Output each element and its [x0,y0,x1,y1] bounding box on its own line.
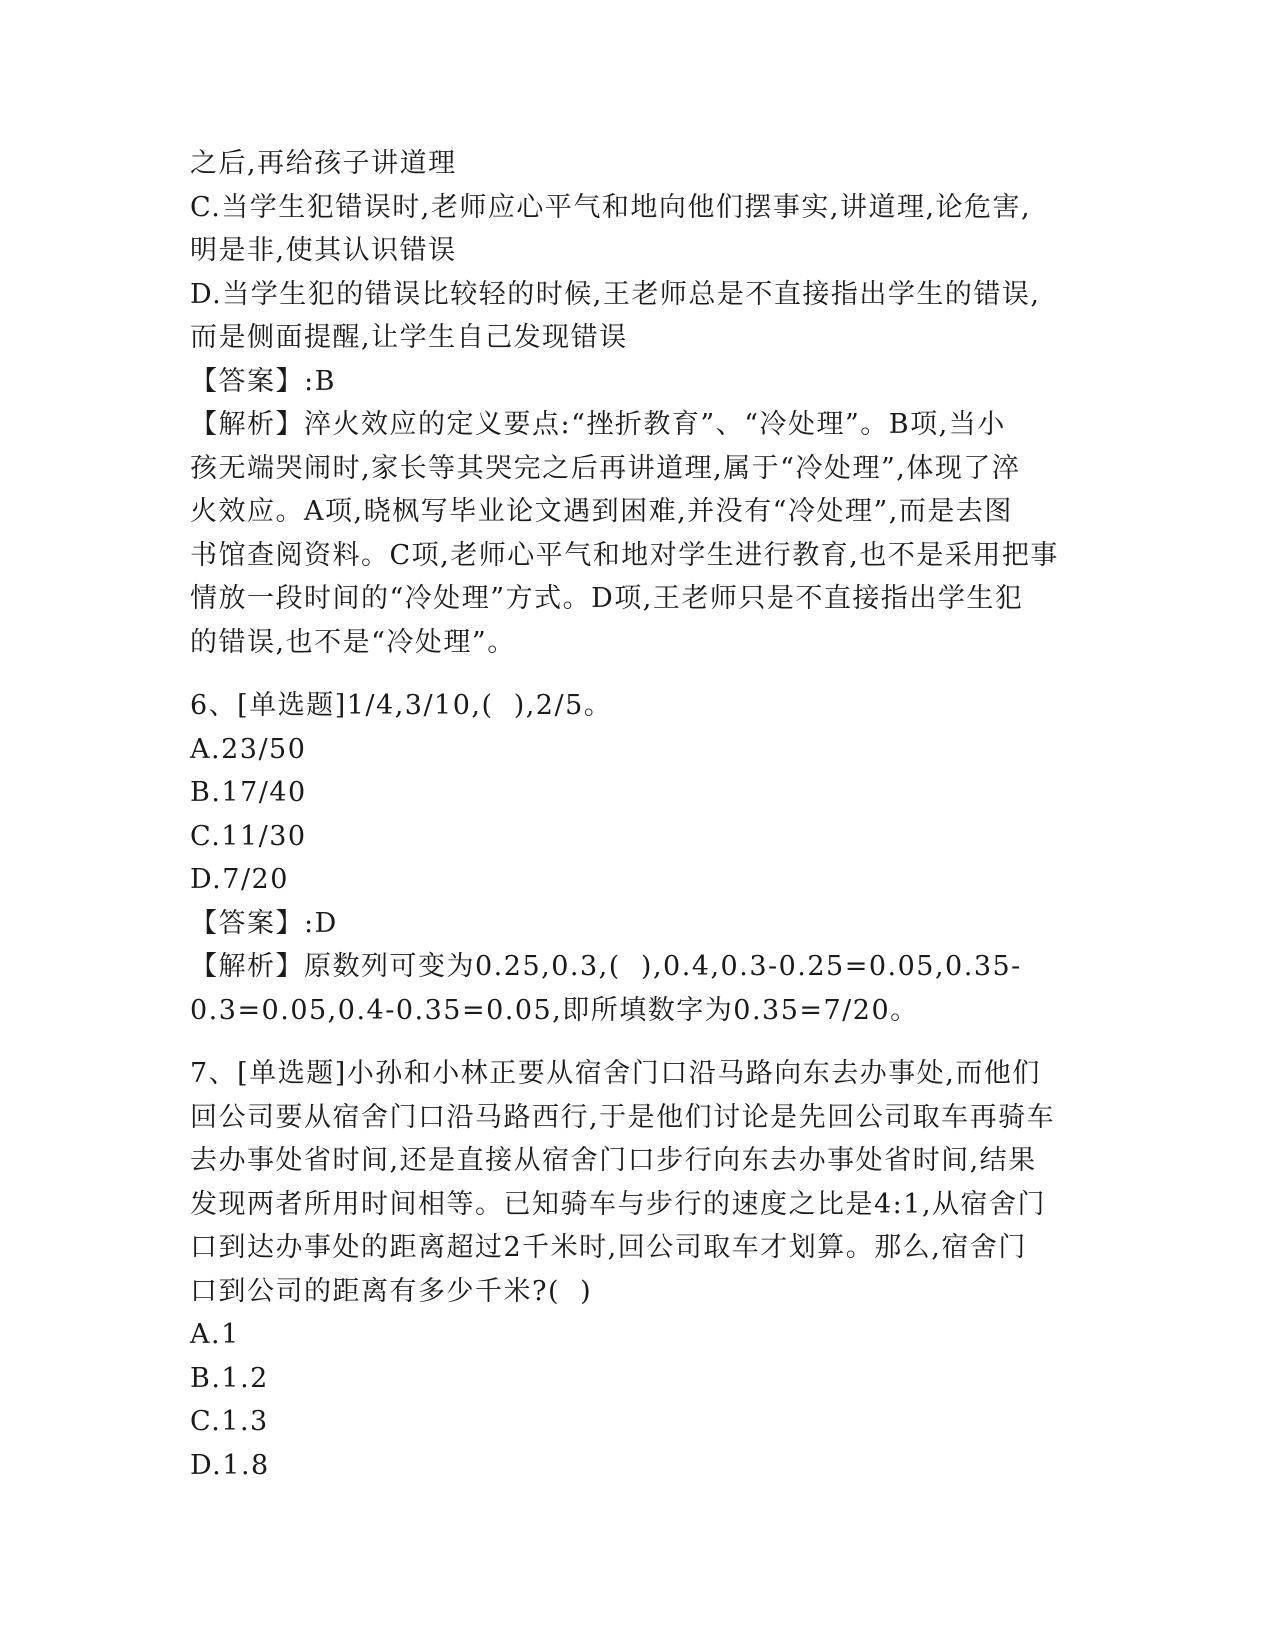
document-page [190,142,1090,1487]
q6-option-d: D.7/20 [190,864,289,895]
q6-analysis-line-1: 【解析】原数列可变为0.25,0.3,( ),0.4,0.3-0.25=0.05,0.35- [190,951,1022,982]
q6-option-b: B.17/40 [190,777,307,808]
q6-answer: 【答案】:D [190,907,338,939]
q5-option-c-line-2: 明是非,使其认识错误 [190,235,457,266]
q5-analysis-line-6: 的错误,也不是“冷处理”。 [190,626,516,658]
q5-answer: 【答案】:B [190,365,336,397]
q5-option-b-tail: 之后,再给孩子讲道理 [190,148,457,179]
q7-stem-line-6: 口到公司的距离有多少千米?( ) [190,1275,593,1307]
q7-option-b: B.1.2 [190,1362,269,1394]
q6-option-a: A.23/50 [190,733,307,765]
q7-option-d: D.1.8 [190,1449,270,1481]
q5-option-d-line-2: 而是侧面提醒,让学生自己发现错误 [190,322,628,353]
q7-stem-line-4: 发现两者所用时间相等。已知骑车与步行的速度之比是4:1,从宿舍门 [190,1188,1047,1220]
q5-option-c-line-1: C.当学生犯错误时,老师应心平气和地向他们摆事实,讲道理,论危害, [190,191,1032,223]
q5-analysis-line-3: 火效应。A项,晓枫写毕业论文遇到困难,并没有“冷处理”,而是去图 [190,496,1013,527]
q7-option-c: C.1.3 [190,1406,269,1437]
q7-option-a: A.1 [190,1319,240,1350]
q7-stem-line-3: 去办事处省时间,还是直接从宿舍门口步行向东去办事处省时间,结果 [190,1145,1037,1176]
q5-analysis-line-5: 情放一段时间的“冷处理”方式。D项,王老师只是不直接指出学生犯 [190,583,1024,614]
q6-option-c: C.11/30 [190,820,307,852]
q5-analysis-line-1: 【解析】淬火效应的定义要点:“挫折教育”、“冷处理”。B项,当小 [190,409,1006,440]
q6-stem: 6、[单选题]1/4,3/10,( ),2/5。 [190,690,613,721]
q7-stem-line-2: 回公司要从宿舍门口沿马路西行,于是他们讨论是先回公司取车再骑车 [190,1101,1056,1133]
q7-stem-line-5: 口到达办事处的距离超过2千米时,回公司取车才划算。那么,宿舍门 [190,1232,1027,1263]
q6-analysis-line-2: 0.3=0.05,0.4-0.35=0.05,即所填数字为0.35=7/20。 [190,994,919,1026]
q5-analysis-line-2: 孩无端哭闹时,家长等其哭完之后再讲道理,属于“冷处理”,体现了淬 [190,452,1021,484]
q5-option-d-line-1: D.当学生犯的错误比较轻的时候,王老师总是不直接指出学生的错误, [190,278,1041,310]
q7-stem-line-1: 7、[单选题]小孙和小林正要从宿舍门口沿马路向东去办事处,而他们 [190,1058,1041,1089]
q5-analysis-line-4: 书馆查阅资料。C项,老师心平气和地对学生进行教育,也不是采用把事 [190,539,1059,571]
